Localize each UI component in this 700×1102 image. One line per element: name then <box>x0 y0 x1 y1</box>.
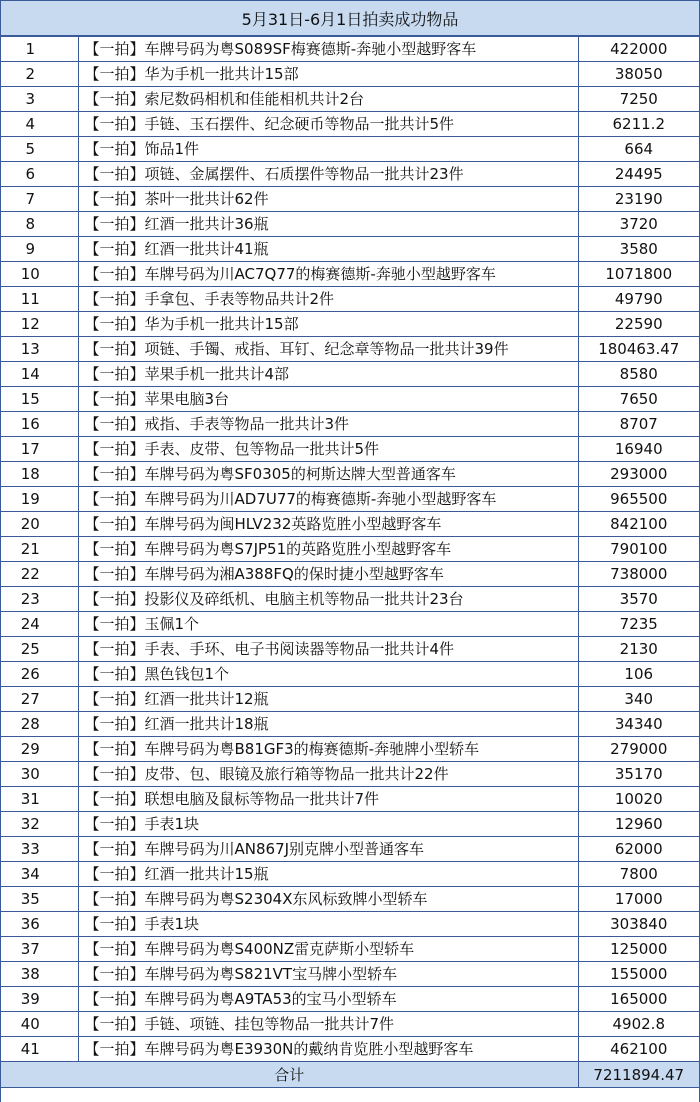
table-row <box>1 187 699 212</box>
row-item-name: 【一拍】手表、皮带、包等物品一批共计5件 <box>78 437 578 462</box>
row-item-name: 【一拍】车牌号码为粤S2304X东风标致牌小型轿车 <box>78 887 578 912</box>
row-item-name: 【一拍】车牌号码为粤A9TA53的宝马小型轿车 <box>78 987 578 1012</box>
row-price: 293000 <box>578 462 699 487</box>
table-row <box>1 287 699 312</box>
row-item-name: 【一拍】戒指、手表等物品一批共计3件 <box>78 412 578 437</box>
row-index: 35 <box>1 887 78 912</box>
row-item-name: 【一拍】车牌号码为粤E3930N的戴纳肯览胜小型越野客车 <box>78 1037 578 1062</box>
row-price: 340 <box>578 687 699 712</box>
row-price: 4902.8 <box>578 1012 699 1037</box>
row-index: 18 <box>1 462 78 487</box>
table-row <box>1 937 699 962</box>
total-row <box>1 1062 699 1088</box>
table-row <box>1 87 699 112</box>
row-index: 37 <box>1 937 78 962</box>
row-price: 62000 <box>578 837 699 862</box>
row-price: 7650 <box>578 387 699 412</box>
row-item-name: 【一拍】车牌号码为粤SF0305的柯斯达牌大型普通客车 <box>78 462 578 487</box>
row-item-name: 【一拍】索尼数码相机和佳能相机共计2台 <box>78 87 578 112</box>
row-price: 16940 <box>578 437 699 462</box>
row-index: 31 <box>1 787 78 812</box>
row-price: 155000 <box>578 962 699 987</box>
table-row <box>1 887 699 912</box>
row-index: 29 <box>1 737 78 762</box>
row-item-name: 【一拍】项链、金属摆件、石质摆件等物品一批共计23件 <box>78 162 578 187</box>
table-row <box>1 337 699 362</box>
row-price: 10020 <box>578 787 699 812</box>
row-item-name: 【一拍】玉佩1个 <box>78 612 578 637</box>
row-index: 12 <box>1 312 78 337</box>
table-row <box>1 437 699 462</box>
table-row <box>1 537 699 562</box>
table-row <box>1 687 699 712</box>
table-row <box>1 1012 699 1037</box>
table-row <box>1 237 699 262</box>
row-price: 7250 <box>578 87 699 112</box>
table-row <box>1 637 699 662</box>
row-price: 6211.2 <box>578 112 699 137</box>
table-row <box>1 112 699 137</box>
row-index: 5 <box>1 137 78 162</box>
table-row <box>1 862 699 887</box>
row-price: 303840 <box>578 912 699 937</box>
row-index: 3 <box>1 87 78 112</box>
row-price: 422000 <box>578 37 699 62</box>
row-item-name: 【一拍】车牌号码为粤S089SF梅赛德斯-奔驰小型越野客车 <box>78 37 578 62</box>
table-row <box>1 137 699 162</box>
row-index: 19 <box>1 487 78 512</box>
row-index: 7 <box>1 187 78 212</box>
row-item-name: 【一拍】联想电脑及鼠标等物品一批共计7件 <box>78 787 578 812</box>
row-index: 28 <box>1 712 78 737</box>
table-title: 5月31日-6月1日拍卖成功物品 <box>1 0 699 37</box>
row-index: 14 <box>1 362 78 387</box>
row-price: 35170 <box>578 762 699 787</box>
table-row <box>1 812 699 837</box>
row-item-name: 【一拍】红酒一批共计12瓶 <box>78 687 578 712</box>
row-index: 4 <box>1 112 78 137</box>
row-item-name: 【一拍】投影仪及碎纸机、电脑主机等物品一批共计23台 <box>78 587 578 612</box>
row-item-name: 【一拍】车牌号码为川AN867J别克牌小型普通客车 <box>78 837 578 862</box>
table-row <box>1 37 699 62</box>
table-row <box>1 262 699 287</box>
row-index: 11 <box>1 287 78 312</box>
row-item-name: 【一拍】华为手机一批共计15部 <box>78 62 578 87</box>
row-price: 7800 <box>578 862 699 887</box>
table-row <box>1 562 699 587</box>
table-row <box>1 212 699 237</box>
row-index: 6 <box>1 162 78 187</box>
table-row <box>1 62 699 87</box>
row-price: 1071800 <box>578 262 699 287</box>
table-row <box>1 762 699 787</box>
row-item-name: 【一拍】皮带、包、眼镜及旅行箱等物品一批共计22件 <box>78 762 578 787</box>
row-item-name: 【一拍】车牌号码为川AD7U77的梅赛德斯-奔驰小型越野客车 <box>78 487 578 512</box>
row-price: 38050 <box>578 62 699 87</box>
row-price: 180463.47 <box>578 337 699 362</box>
row-index: 23 <box>1 587 78 612</box>
row-item-name: 【一拍】手表1块 <box>78 912 578 937</box>
row-item-name: 【一拍】手表1块 <box>78 812 578 837</box>
row-item-name: 【一拍】车牌号码为川AC7Q77的梅赛德斯-奔驰小型越野客车 <box>78 262 578 287</box>
row-index: 8 <box>1 212 78 237</box>
row-index: 33 <box>1 837 78 862</box>
table-row <box>1 612 699 637</box>
row-price: 965500 <box>578 487 699 512</box>
row-price: 49790 <box>578 287 699 312</box>
row-price: 34340 <box>578 712 699 737</box>
row-index: 17 <box>1 437 78 462</box>
total-value: 7211894.47 <box>578 1062 699 1088</box>
row-index: 21 <box>1 537 78 562</box>
table-row <box>1 487 699 512</box>
row-price: 106 <box>578 662 699 687</box>
row-item-name: 【一拍】车牌号码为闽HLV232英路览胜小型越野客车 <box>78 512 578 537</box>
row-item-name: 【一拍】华为手机一批共计15部 <box>78 312 578 337</box>
table-row <box>1 462 699 487</box>
auction-results-table <box>1 37 699 1088</box>
table-row <box>1 412 699 437</box>
row-index: 22 <box>1 562 78 587</box>
row-item-name: 【一拍】苹果手机一批共计4部 <box>78 362 578 387</box>
row-price: 842100 <box>578 512 699 537</box>
row-price: 664 <box>578 137 699 162</box>
row-price: 790100 <box>578 537 699 562</box>
row-price: 17000 <box>578 887 699 912</box>
row-price: 12960 <box>578 812 699 837</box>
row-index: 10 <box>1 262 78 287</box>
row-price: 738000 <box>578 562 699 587</box>
row-index: 32 <box>1 812 78 837</box>
table-row <box>1 312 699 337</box>
row-price: 3720 <box>578 212 699 237</box>
row-item-name: 【一拍】黑色钱包1个 <box>78 662 578 687</box>
row-item-name: 【一拍】车牌号码为粤B81GF3的梅赛德斯-奔驰牌小型轿车 <box>78 737 578 762</box>
table-row <box>1 712 699 737</box>
row-price: 462100 <box>578 1037 699 1062</box>
row-price: 279000 <box>578 737 699 762</box>
row-price: 22590 <box>578 312 699 337</box>
row-item-name: 【一拍】红酒一批共计18瓶 <box>78 712 578 737</box>
row-item-name: 【一拍】手表、手环、电子书阅读器等物品一批共计4件 <box>78 637 578 662</box>
row-item-name: 【一拍】红酒一批共计15瓶 <box>78 862 578 887</box>
row-price: 8580 <box>578 362 699 387</box>
row-index: 30 <box>1 762 78 787</box>
row-price: 7235 <box>578 612 699 637</box>
row-price: 23190 <box>578 187 699 212</box>
row-index: 38 <box>1 962 78 987</box>
row-index: 39 <box>1 987 78 1012</box>
row-index: 20 <box>1 512 78 537</box>
row-item-name: 【一拍】车牌号码为湘A388FQ的保时捷小型越野客车 <box>78 562 578 587</box>
row-item-name: 【一拍】项链、手镯、戒指、耳钉、纪念章等物品一批共计39件 <box>78 337 578 362</box>
table-row <box>1 387 699 412</box>
table-row <box>1 987 699 1012</box>
row-index: 27 <box>1 687 78 712</box>
row-item-name: 【一拍】红酒一批共计36瓶 <box>78 212 578 237</box>
table-row <box>1 662 699 687</box>
row-index: 16 <box>1 412 78 437</box>
row-index: 26 <box>1 662 78 687</box>
table-row <box>1 362 699 387</box>
row-item-name: 【一拍】饰品1件 <box>78 137 578 162</box>
row-index: 36 <box>1 912 78 937</box>
row-item-name: 【一拍】车牌号码为粤S400NZ雷克萨斯小型轿车 <box>78 937 578 962</box>
row-item-name: 【一拍】茶叶一批共计62件 <box>78 187 578 212</box>
row-price: 125000 <box>578 937 699 962</box>
row-index: 9 <box>1 237 78 262</box>
row-index: 13 <box>1 337 78 362</box>
row-index: 25 <box>1 637 78 662</box>
row-price: 3570 <box>578 587 699 612</box>
row-item-name: 【一拍】手链、玉石摆件、纪念硬币等物品一批共计5件 <box>78 112 578 137</box>
row-item-name: 【一拍】手链、项链、挂包等物品一批共计7件 <box>78 1012 578 1037</box>
row-item-name: 【一拍】车牌号码为粤S821VT宝马牌小型轿车 <box>78 962 578 987</box>
row-index: 24 <box>1 612 78 637</box>
row-index: 40 <box>1 1012 78 1037</box>
row-item-name: 【一拍】红酒一批共计41瓶 <box>78 237 578 262</box>
row-index: 1 <box>1 37 78 62</box>
table-row <box>1 587 699 612</box>
table-row <box>1 737 699 762</box>
row-price: 2130 <box>578 637 699 662</box>
row-price: 8707 <box>578 412 699 437</box>
total-label: 合计 <box>1 1062 578 1088</box>
table-row <box>1 512 699 537</box>
row-price: 165000 <box>578 987 699 1012</box>
table-row <box>1 162 699 187</box>
table-row <box>1 787 699 812</box>
table-body <box>1 37 699 1062</box>
table-row <box>1 912 699 937</box>
table-row <box>1 962 699 987</box>
row-index: 15 <box>1 387 78 412</box>
row-index: 34 <box>1 862 78 887</box>
table-row <box>1 1037 699 1062</box>
table-row <box>1 837 699 862</box>
row-price: 24495 <box>578 162 699 187</box>
row-item-name: 【一拍】苹果电脑3台 <box>78 387 578 412</box>
row-index: 41 <box>1 1037 78 1062</box>
row-price: 3580 <box>578 237 699 262</box>
row-index: 2 <box>1 62 78 87</box>
row-item-name: 【一拍】手拿包、手表等物品共计2件 <box>78 287 578 312</box>
row-item-name: 【一拍】车牌号码为粤S7JP51的英路览胜小型越野客车 <box>78 537 578 562</box>
